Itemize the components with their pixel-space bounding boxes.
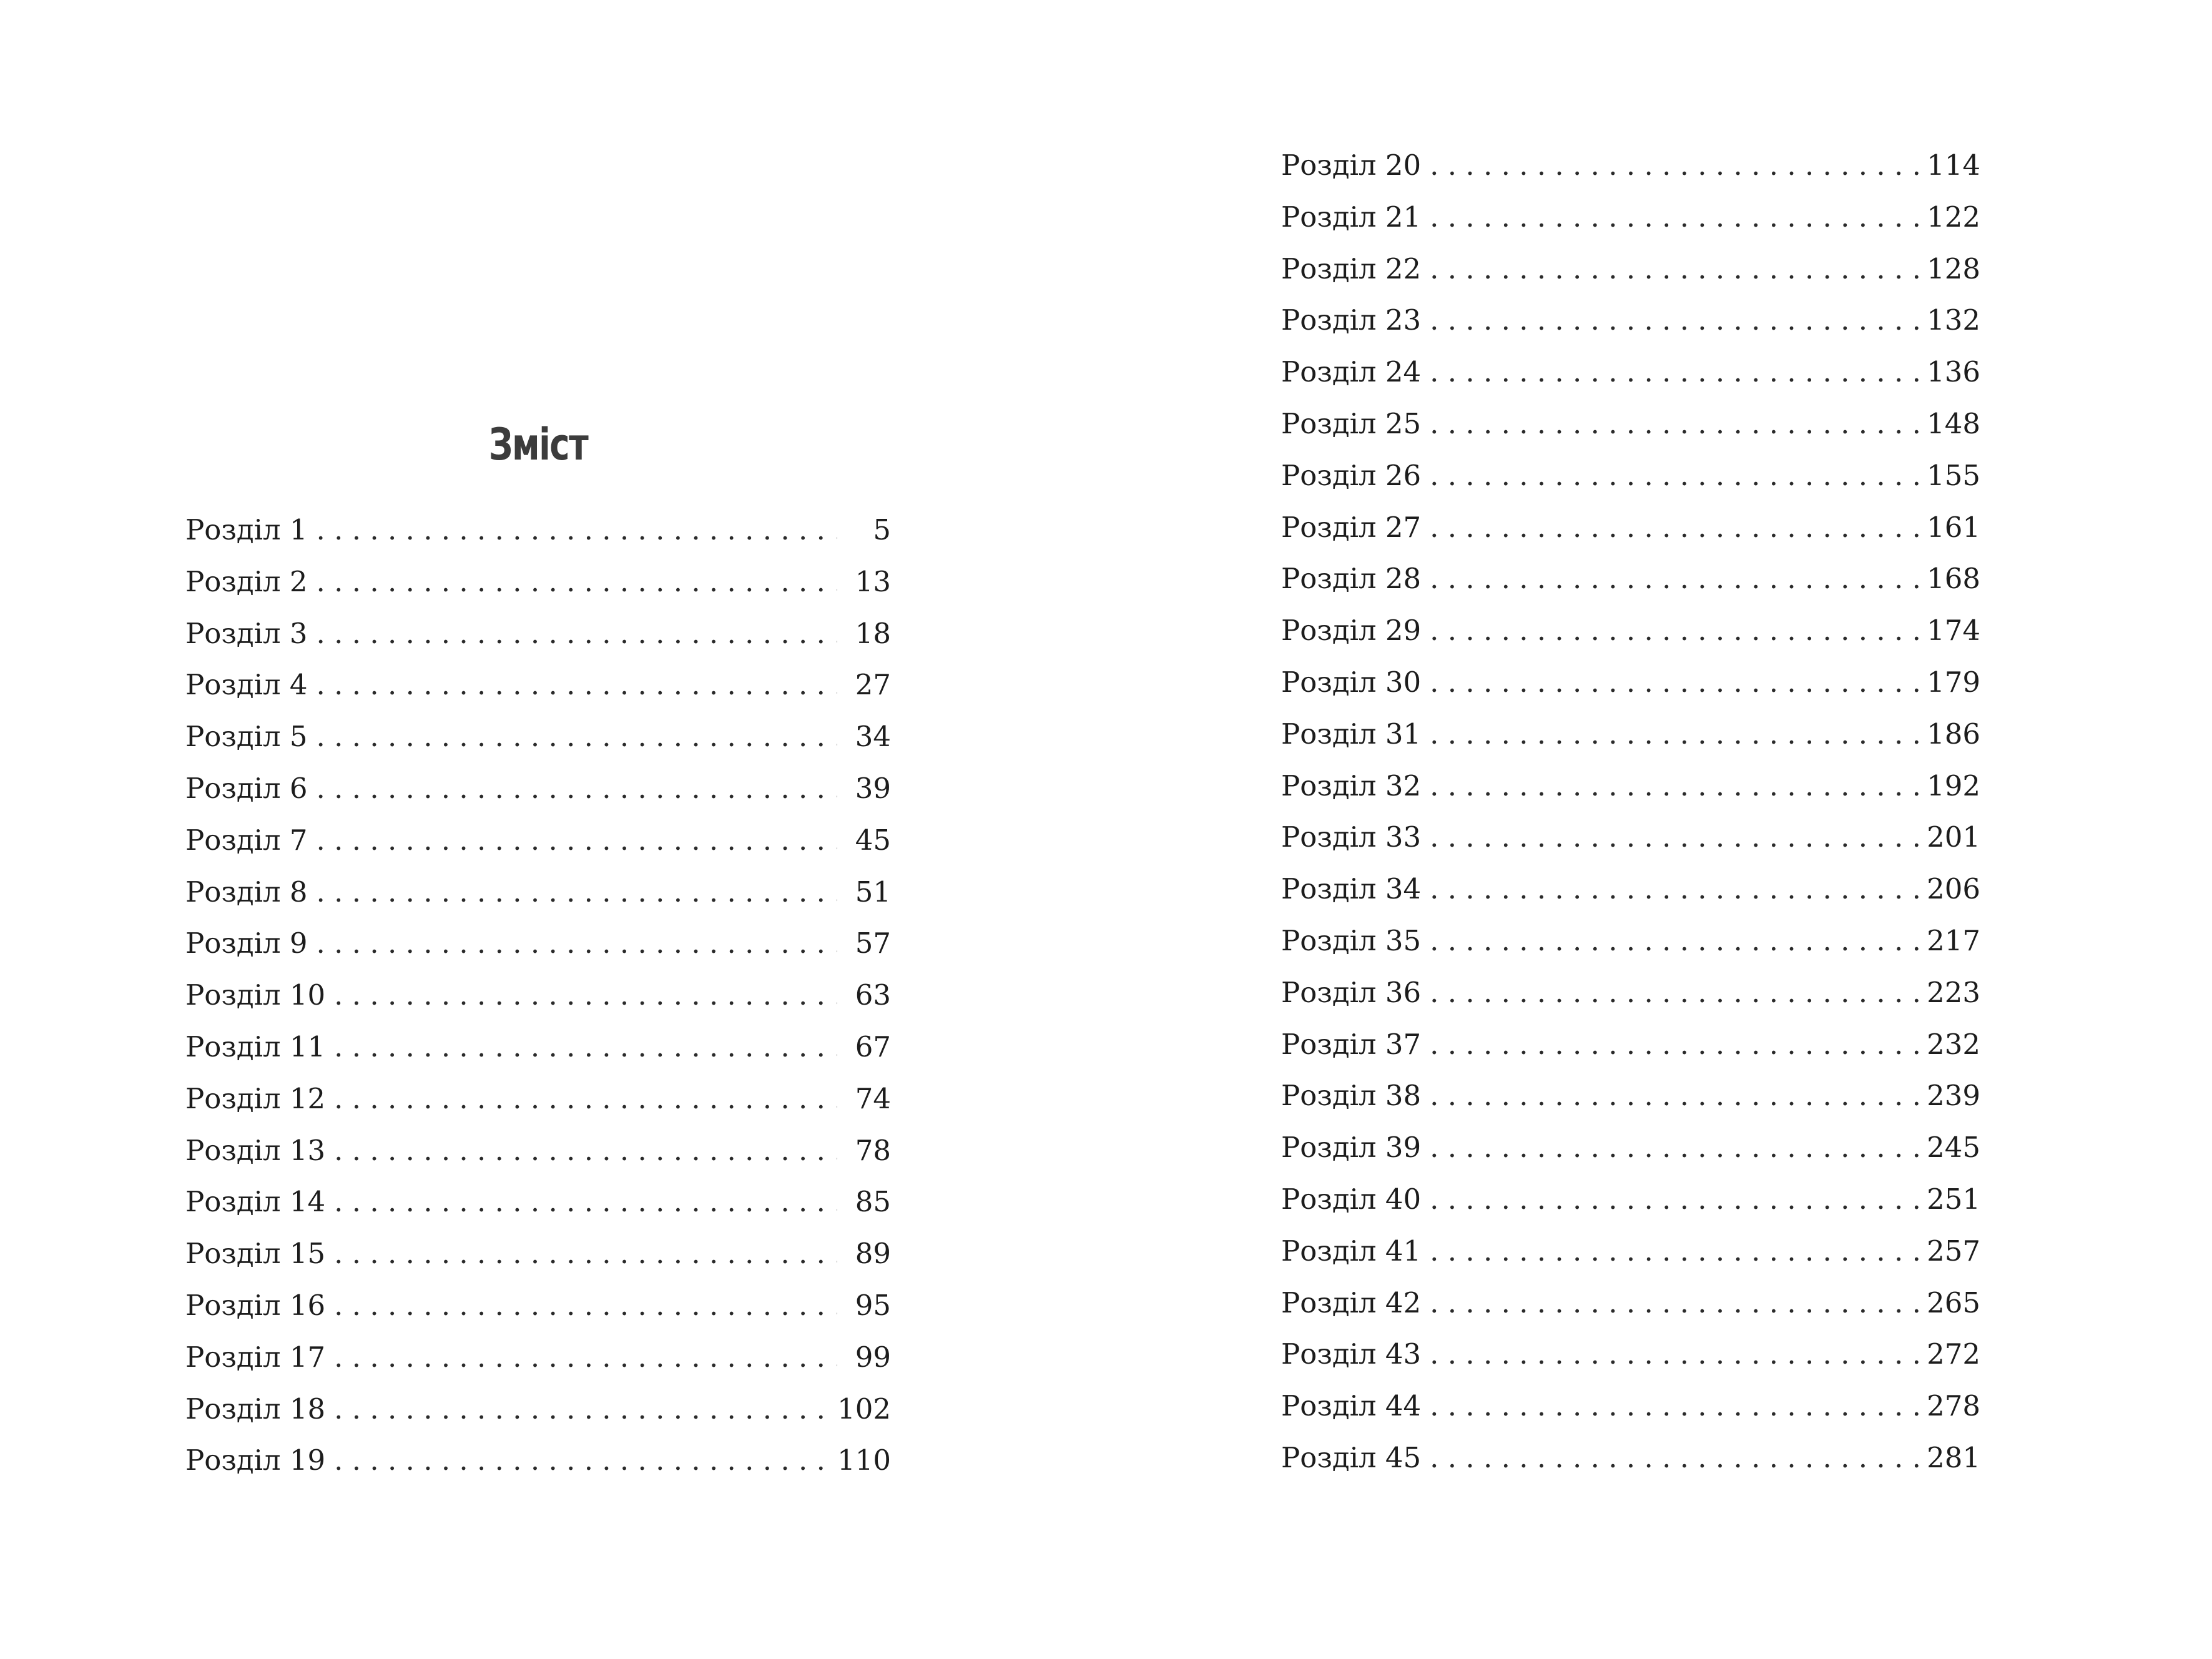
page-number: 57 xyxy=(855,927,891,960)
toc-entry[interactable] xyxy=(1281,1122,1980,1174)
toc-entry[interactable] xyxy=(185,505,891,556)
toc-entry[interactable] xyxy=(185,918,891,970)
dot-leader xyxy=(1430,864,1922,915)
page-number: 95 xyxy=(855,1288,891,1322)
page-number: 201 xyxy=(1927,820,1980,854)
page-number: 245 xyxy=(1927,1131,1980,1164)
chapter-label: Розділ 41 xyxy=(1281,1234,1422,1268)
toc-entry[interactable] xyxy=(185,867,891,918)
toc-entry[interactable] xyxy=(1281,1381,1980,1432)
chapter-label: Розділ 3 xyxy=(185,616,308,650)
page-number: 217 xyxy=(1927,923,1980,957)
toc-entry[interactable] xyxy=(1281,864,1980,915)
page-number: 251 xyxy=(1927,1182,1980,1216)
dot-leader xyxy=(1430,709,1922,761)
dot-leader xyxy=(334,970,837,1021)
dot-leader xyxy=(334,1435,832,1487)
page-number: 272 xyxy=(1927,1337,1980,1371)
toc-entry[interactable] xyxy=(185,659,891,711)
page-number: 192 xyxy=(1927,769,1980,802)
dot-leader xyxy=(1430,1122,1922,1174)
toc-entry[interactable] xyxy=(185,1384,891,1435)
chapter-label: Розділ 44 xyxy=(1281,1389,1422,1423)
dot-leader xyxy=(317,556,837,608)
page-number: 265 xyxy=(1927,1286,1980,1319)
dot-leader xyxy=(1430,1019,1922,1071)
toc-entry[interactable] xyxy=(185,1280,891,1332)
page-number: 132 xyxy=(1927,303,1980,337)
toc-entry[interactable] xyxy=(185,1073,891,1125)
toc-entry[interactable] xyxy=(1281,657,1980,709)
page-number: 168 xyxy=(1927,562,1980,596)
chapter-label: Розділ 7 xyxy=(185,823,308,857)
page-number: 45 xyxy=(855,823,891,857)
chapter-label: Розділ 10 xyxy=(185,978,326,1012)
toc-entry[interactable] xyxy=(185,1332,891,1384)
page-number: 278 xyxy=(1927,1389,1980,1423)
toc-entry[interactable] xyxy=(1281,295,1980,347)
page-number: 174 xyxy=(1927,614,1980,647)
chapter-label: Розділ 13 xyxy=(185,1133,326,1167)
page-number: 232 xyxy=(1927,1027,1980,1061)
page-number: 128 xyxy=(1927,252,1980,285)
page-number: 206 xyxy=(1927,872,1980,906)
toc-entry[interactable] xyxy=(1281,761,1980,812)
toc-entry[interactable] xyxy=(185,1228,891,1280)
dot-leader xyxy=(334,1332,837,1384)
page-number: 39 xyxy=(855,771,891,805)
dot-leader xyxy=(1430,192,1922,244)
chapter-label: Розділ 27 xyxy=(1281,510,1422,544)
chapter-label: Розділ 40 xyxy=(1281,1182,1422,1216)
chapter-label: Розділ 12 xyxy=(185,1081,326,1115)
page-number: 78 xyxy=(855,1133,891,1167)
dot-leader xyxy=(1430,1070,1922,1122)
toc-list-right xyxy=(1281,140,1980,1484)
chapter-label: Розділ 30 xyxy=(1281,665,1422,699)
dot-leader xyxy=(317,608,837,660)
chapter-label: Розділ 29 xyxy=(1281,614,1422,647)
toc-entry[interactable] xyxy=(1281,1070,1980,1122)
toc-entry[interactable] xyxy=(185,1125,891,1177)
page-number: 5 xyxy=(873,513,891,546)
chapter-label: Розділ 32 xyxy=(1281,769,1422,802)
chapter-label: Розділ 5 xyxy=(185,720,308,754)
dot-leader xyxy=(1430,295,1922,347)
page-number: 102 xyxy=(837,1392,891,1425)
toc-entry[interactable] xyxy=(1281,967,1980,1019)
dot-leader xyxy=(334,1176,837,1228)
toc-entry[interactable] xyxy=(185,1435,891,1487)
page-number: 67 xyxy=(855,1030,891,1063)
dot-leader xyxy=(317,711,837,763)
chapter-label: Розділ 39 xyxy=(1281,1131,1422,1164)
dot-leader xyxy=(334,1073,837,1125)
chapter-label: Розділ 23 xyxy=(1281,303,1422,337)
chapter-label: Розділ 37 xyxy=(1281,1027,1422,1061)
page-number: 85 xyxy=(855,1185,891,1219)
dot-leader xyxy=(317,659,837,711)
chapter-label: Розділ 19 xyxy=(185,1444,326,1477)
dot-leader xyxy=(1430,605,1922,657)
page-number: 257 xyxy=(1927,1234,1980,1268)
chapter-label: Розділ 18 xyxy=(185,1392,326,1425)
page-number: 161 xyxy=(1927,510,1980,544)
dot-leader xyxy=(334,1021,837,1073)
chapter-label: Розділ 22 xyxy=(1281,252,1422,285)
chapter-label: Розділ 42 xyxy=(1281,1286,1422,1319)
page-number: 18 xyxy=(855,616,891,650)
chapter-label: Розділ 17 xyxy=(185,1340,326,1374)
chapter-label: Розділ 6 xyxy=(185,771,308,805)
toc-entry[interactable] xyxy=(185,815,891,867)
dot-leader xyxy=(334,1280,837,1332)
dot-leader xyxy=(1430,398,1922,450)
dot-leader xyxy=(1430,502,1922,554)
toc-entry[interactable] xyxy=(1281,140,1980,192)
toc-entry[interactable] xyxy=(185,970,891,1021)
toc-entry[interactable] xyxy=(1281,1432,1980,1484)
toc-entry[interactable] xyxy=(1281,1277,1980,1329)
dot-leader xyxy=(1430,967,1922,1019)
dot-leader xyxy=(1430,553,1922,605)
chapter-label: Розділ 31 xyxy=(1281,717,1422,751)
toc-entry[interactable] xyxy=(185,763,891,815)
dot-leader xyxy=(317,815,837,867)
toc-entry[interactable] xyxy=(1281,244,1980,295)
toc-entry[interactable] xyxy=(1281,1174,1980,1226)
dot-leader xyxy=(317,918,837,970)
dot-leader xyxy=(1430,244,1922,295)
chapter-label: Розділ 33 xyxy=(1281,820,1422,854)
page-number: 114 xyxy=(1927,149,1980,182)
toc-entry[interactable] xyxy=(1281,398,1980,450)
page-number: 34 xyxy=(855,720,891,754)
page-number: 13 xyxy=(855,564,891,598)
chapter-label: Розділ 36 xyxy=(1281,975,1422,1009)
chapter-label: Розділ 14 xyxy=(185,1185,326,1219)
page-number: 99 xyxy=(855,1340,891,1374)
chapter-label: Розділ 16 xyxy=(185,1288,326,1322)
dot-leader xyxy=(1430,1226,1922,1277)
page-number: 51 xyxy=(855,875,891,908)
chapter-label: Розділ 43 xyxy=(1281,1337,1422,1371)
chapter-label: Розділ 4 xyxy=(185,668,308,702)
page-number: 148 xyxy=(1927,406,1980,440)
toc-entry[interactable] xyxy=(1281,347,1980,398)
chapter-label: Розділ 38 xyxy=(1281,1079,1422,1113)
page-number: 27 xyxy=(855,668,891,702)
toc-entry[interactable] xyxy=(185,1021,891,1073)
page-number: 122 xyxy=(1927,200,1980,234)
toc-entry[interactable] xyxy=(1281,812,1980,864)
chapter-label: Розділ 2 xyxy=(185,564,308,598)
page-number: 110 xyxy=(837,1444,891,1477)
page-number: 239 xyxy=(1927,1079,1980,1113)
chapter-label: Розділ 45 xyxy=(1281,1440,1422,1474)
page-number: 89 xyxy=(855,1237,891,1271)
dot-leader xyxy=(334,1384,832,1435)
dot-leader xyxy=(1430,812,1922,864)
toc-entry[interactable] xyxy=(1281,192,1980,244)
page-number: 74 xyxy=(855,1081,891,1115)
page-number: 186 xyxy=(1927,717,1980,751)
chapter-label: Розділ 34 xyxy=(1281,872,1422,906)
toc-entry[interactable] xyxy=(1281,502,1980,554)
toc-entry[interactable] xyxy=(1281,450,1980,502)
toc-entry[interactable] xyxy=(1281,553,1980,605)
dot-leader xyxy=(317,867,837,918)
page-number: 223 xyxy=(1927,975,1980,1009)
page-number: 179 xyxy=(1927,665,1980,699)
chapter-label: Розділ 35 xyxy=(1281,923,1422,957)
toc-entry[interactable] xyxy=(1281,915,1980,967)
toc-entry[interactable] xyxy=(185,608,891,660)
dot-leader xyxy=(317,505,837,556)
chapter-label: Розділ 26 xyxy=(1281,458,1422,492)
chapter-label: Розділ 20 xyxy=(1281,149,1422,182)
dot-leader xyxy=(1430,915,1922,967)
toc-entry[interactable] xyxy=(1281,605,1980,657)
chapter-label: Розділ 21 xyxy=(1281,200,1422,234)
toc-entry[interactable] xyxy=(185,711,891,763)
chapter-label: Розділ 28 xyxy=(1281,562,1422,596)
dot-leader xyxy=(1430,657,1922,709)
page-number: 281 xyxy=(1927,1440,1980,1474)
dot-leader xyxy=(1430,450,1922,502)
page-number: 136 xyxy=(1927,355,1980,389)
dot-leader xyxy=(1430,1277,1922,1329)
toc-entry[interactable] xyxy=(1281,709,1980,761)
chapter-label: Розділ 8 xyxy=(185,875,308,908)
chapter-label: Розділ 24 xyxy=(1281,355,1422,389)
dot-leader xyxy=(1430,140,1922,192)
dot-leader xyxy=(1430,1329,1922,1381)
right-page xyxy=(1106,0,2212,1659)
toc-entry[interactable] xyxy=(185,1176,891,1228)
toc-entry[interactable] xyxy=(1281,1019,1980,1071)
dot-leader xyxy=(1430,1432,1922,1484)
chapter-label: Розділ 9 xyxy=(185,927,308,960)
chapter-label: Розділ 25 xyxy=(1281,406,1422,440)
chapter-label: Розділ 15 xyxy=(185,1237,326,1271)
page-number: 63 xyxy=(855,978,891,1012)
chapter-label: Розділ 11 xyxy=(185,1030,326,1063)
dot-leader xyxy=(1430,1174,1922,1226)
dot-leader xyxy=(334,1125,837,1177)
page-number: 155 xyxy=(1927,458,1980,492)
toc-entry[interactable] xyxy=(1281,1329,1980,1381)
toc-list-left xyxy=(185,505,891,1487)
dot-leader xyxy=(317,763,837,815)
toc-entry[interactable] xyxy=(1281,1226,1980,1277)
dot-leader xyxy=(1430,761,1922,812)
chapter-label: Розділ 1 xyxy=(185,513,308,546)
toc-title: Зміст xyxy=(488,418,588,470)
toc-entry[interactable] xyxy=(185,556,891,608)
dot-leader xyxy=(334,1228,837,1280)
dot-leader xyxy=(1430,1381,1922,1432)
dot-leader xyxy=(1430,347,1922,398)
